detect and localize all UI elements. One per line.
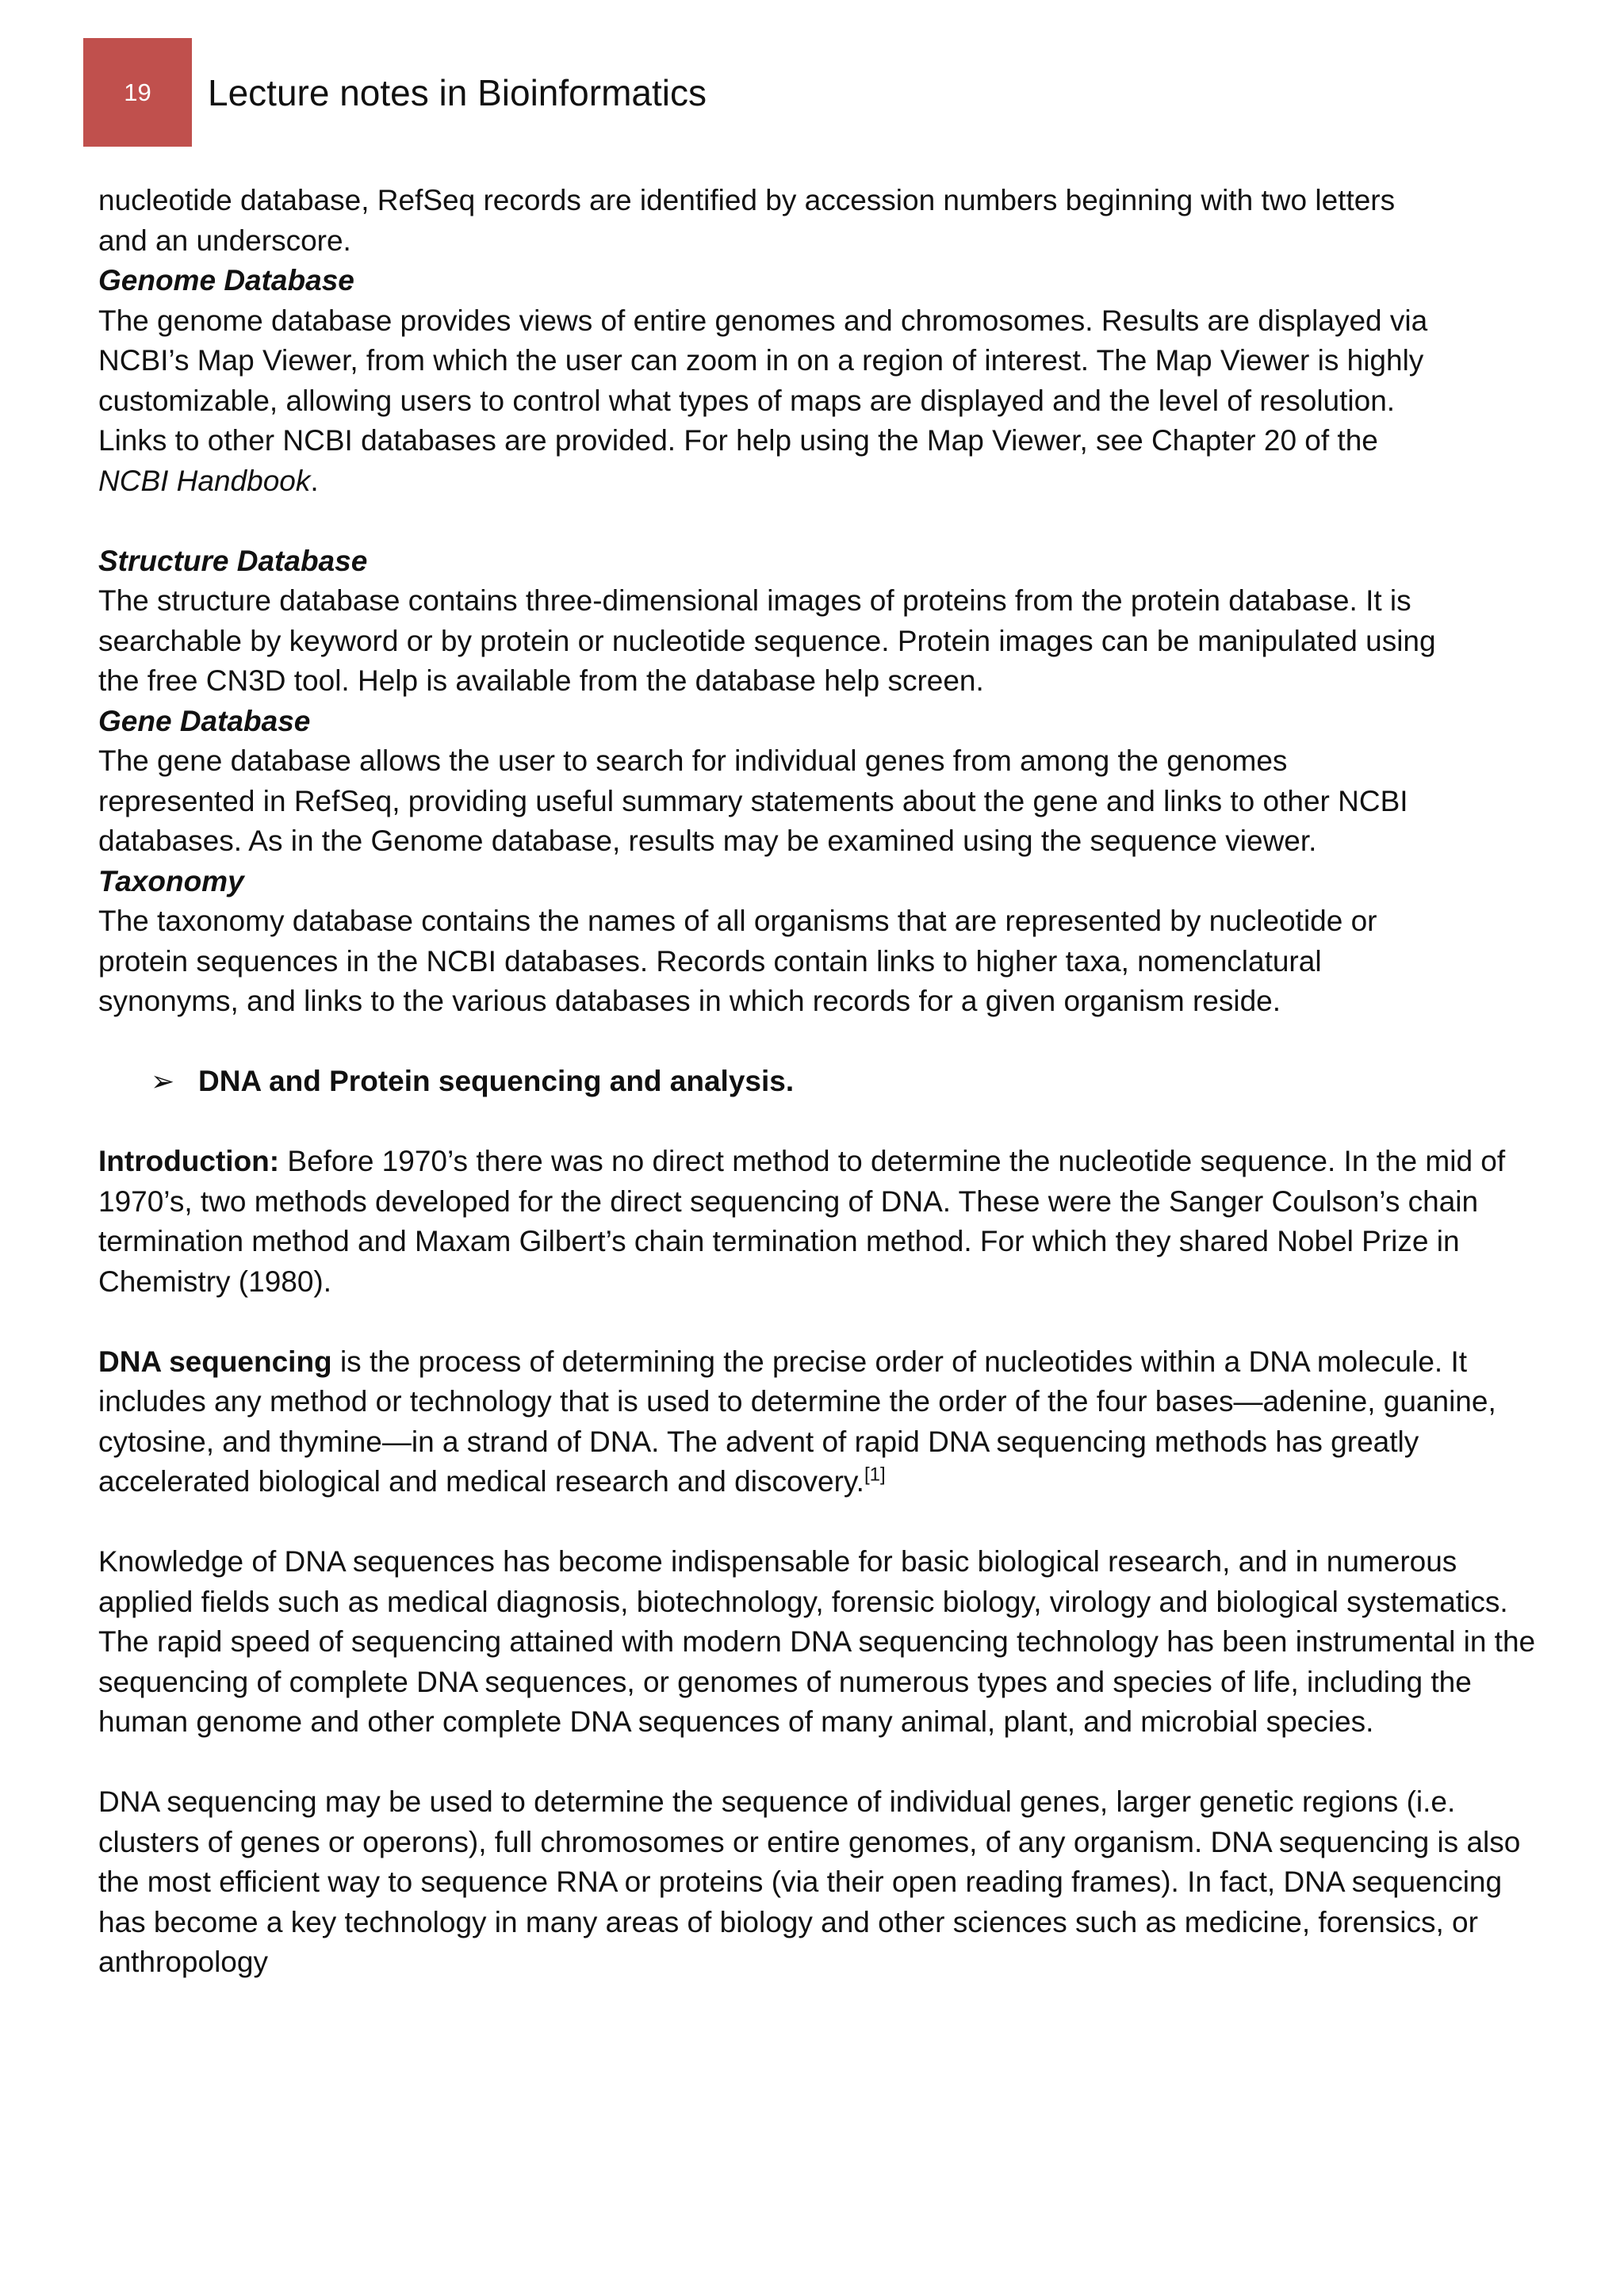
spacer (98, 501, 1542, 541)
bullet-heading (98, 1062, 1542, 1102)
dna-sequencing-text: is the process of determining the precise order of nucleotides within a DNA molecule. It includes any method or technology that is used to determine the order of the four bases—adenine, guanine, cytosine, and thymine—in a strand of DNA. The advent of rapid DNA sequencing methods has greatly accelerated biological and medical research and discovery. (98, 1345, 1496, 1498)
bullet-heading-text: DNA and Protein sequencing and analysis. (198, 1065, 795, 1097)
knowledge-paragraph: Knowledge of DNA sequences has become indispensable for basic biological research, and in numerous applied fields such as medical diagnosis, biotechnology, forensic biology, virology and biological systematics. The rapid speed of sequencing attained with modern DNA sequencing technology has been instrumental in the sequencing of complete DNA sequences, or genomes of numerous types and species of life, including the human genome and other complete DNA sequences of many animal, plant, and microbial species. (98, 1545, 1536, 1738)
structure-database-heading: Structure Database (98, 544, 368, 577)
running-header-title: Lecture notes in Bioinformatics (208, 72, 707, 113)
genome-text: The genome database provides views of entire genomes and chromosomes. Results are displayed via NCBI’s Map Viewer, from which the user can zoom in on a region of interest. The Map Viewer is highly customizable, allowing users to control what types of maps are displayed and the level of resolution. Links to other NCBI databases are provided. For help using the Map Viewer, see Chapter 20 of the (98, 304, 1428, 457)
spacer (98, 1102, 1542, 1142)
page-number-badge (83, 38, 192, 147)
genome-database-paragraph (98, 301, 1446, 502)
introduction-label: Introduction: (98, 1145, 280, 1177)
spacer (98, 1502, 1542, 1543)
arrow-bullet-icon: ➢ (151, 1065, 175, 1097)
ncbi-handbook-title: NCBI Handbook (98, 464, 311, 497)
intro-continuation-paragraph: nucleotide database, RefSeq records are identified by accession numbers beginning with two letters and an underscore. (98, 184, 1396, 257)
spacer (98, 1743, 1542, 1783)
introduction-paragraph (98, 1142, 1542, 1302)
introduction-text: Before 1970’s there was no direct method to determine the nucleotide sequence. In the mid of 1970’s, two methods developed for the direct sequencing of DNA. These were the Sanger Coulson’s chain termination method and Maxam Gilbert’s chain termination method. For which they shared Nobel Prize in Chemistry (1980). (98, 1145, 1506, 1298)
uses-paragraph: DNA sequencing may be used to determine the sequence of individual genes, larger genetic regions (i.e. clusters of genes or operons), full chromosomes or entire genomes, of any organism. DNA sequencing is also the most efficient way to sequence RNA or proteins (via their open reading frames). In fact, DNA sequencing has become a key technology in many areas of biology and other sciences such as medicine, forensics, or anthropology (98, 1785, 1521, 1978)
taxonomy-paragraph: The taxonomy database contains the names of all organisms that are represented by nucleotide or protein sequences in the NCBI databases. Records contain links to higher taxa, nomenclatural synonyms, and links to the various databases in which records for a given organism reside. (98, 905, 1377, 1017)
page-number: 19 (124, 78, 151, 106)
dna-sequencing-label: DNA sequencing (98, 1345, 332, 1378)
genome-text-end: . (310, 464, 319, 497)
structure-database-paragraph: The structure database contains three-dimensional images of proteins from the protein database. It is searchable by keyword or by protein or nucleotide sequence. Protein images can be manipulated using the free CN3D tool. Help is available from the database help screen. (98, 584, 1436, 697)
gene-database-paragraph: The gene database allows the user to search for individual genes from among the genomes represented in RefSeq, providing useful summary statements about the gene and links to other NCBI databases. As in the Genome database, results may be examined using the sequence viewer. (98, 744, 1408, 857)
taxonomy-heading: Taxonomy (98, 864, 244, 897)
page-content (98, 181, 1542, 1983)
genome-database-heading: Genome Database (98, 264, 354, 297)
spacer (98, 1022, 1542, 1062)
dna-sequencing-paragraph (98, 1342, 1542, 1502)
spacer (98, 1302, 1542, 1342)
gene-database-heading: Gene Database (98, 704, 311, 737)
citation-link[interactable]: [1] (864, 1464, 886, 1486)
